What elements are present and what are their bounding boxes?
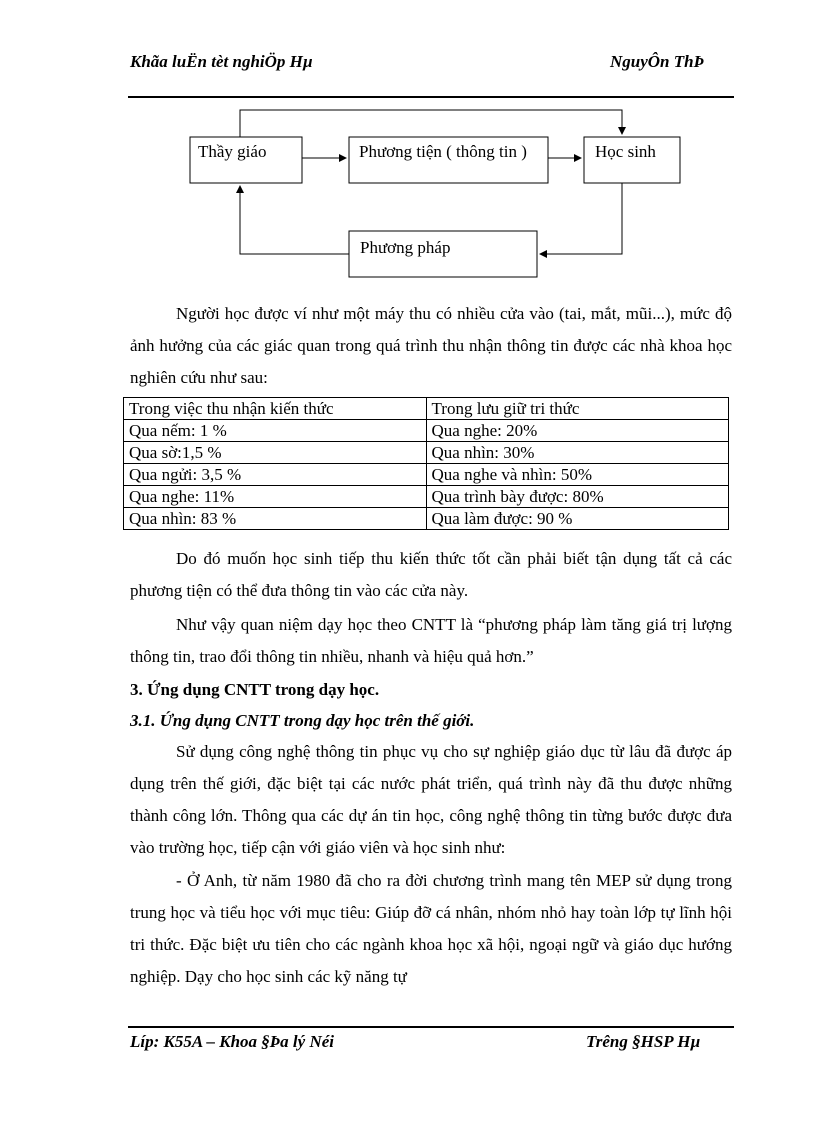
table-row bbox=[124, 464, 729, 486]
section-heading: 3. Ứng dụng CNTT trong dạy học. bbox=[130, 680, 380, 699]
table-header-row bbox=[124, 398, 729, 420]
table-header-cell: Trong lưu giữ tri thức bbox=[426, 398, 729, 420]
table-cell: Qua nghe: 11% bbox=[124, 486, 427, 508]
footer-left: Líp: K55A – Khoa §Þa lý Néi bbox=[130, 1032, 334, 1051]
paragraph-concept-text: Như vậy quan niệm dạy học theo CNTT là “phương pháp làm tăng giá trị lượng thông tin, trao đổi thông tin nhiều, nhanh và hiệu quả hơn.” bbox=[130, 615, 732, 666]
table-header-cell: Trong việc thu nhận kiến thức bbox=[124, 398, 427, 420]
table-row bbox=[124, 486, 729, 508]
paragraph-world-text: Sử dụng công nghệ thông tin phục vụ cho sự nghiệp giáo dục từ lâu đã được áp dụng trên thế giới, đặc biệt tại các nước phát triển, quá trình này đã thu được những thành công lớn. Thông qua các dự án tin học, công nghệ thông tin từng bước được đưa vào trường học, tiếp cận với giáo viên và học sinh như: bbox=[130, 742, 732, 857]
paragraph-media-use bbox=[130, 543, 732, 607]
footer-right: Trêng §HSP Hµ bbox=[586, 1032, 701, 1051]
table-cell: Qua trình bày được: 80% bbox=[426, 486, 729, 508]
box-media-label: Phương tiện ( thông tin ) bbox=[359, 142, 527, 161]
header-right: NguyÔn ThÞ bbox=[610, 52, 704, 71]
table-cell: Qua nhìn: 83 % bbox=[124, 508, 427, 530]
table-cell: Qua nhìn: 30% bbox=[426, 442, 729, 464]
box-student-label: Học sinh bbox=[595, 142, 656, 161]
footer-rule bbox=[128, 1026, 734, 1028]
arrow-student-method bbox=[540, 183, 622, 254]
table-cell: Qua nếm: 1 % bbox=[124, 420, 427, 442]
header-left: Khãa luËn tèt nghiÖp Hµ bbox=[130, 52, 313, 71]
table-row bbox=[124, 508, 729, 530]
box-method-label: Phương pháp bbox=[360, 238, 451, 257]
paragraph-england-text: - Ở Anh, từ năm 1980 đã cho ra đời chương trình mang tên MEP sử dụng trong trung học và tiểu học với mục tiêu: Giúp đỡ cá nhân, nhóm nhỏ hay toàn lớp tự lĩnh hội tri thức. Đặc biệt ưu tiên cho các ngành khoa học xã hội, ngoại ngữ và giáo dục hướng nghiệp. Dạy cho học sinh các kỹ năng tự bbox=[130, 871, 732, 986]
perception-table bbox=[123, 397, 729, 530]
table-cell: Qua nghe và nhìn: 50% bbox=[426, 464, 729, 486]
intro-paragraph bbox=[130, 298, 732, 394]
arrow-method-teacher bbox=[240, 186, 349, 254]
table-cell: Qua làm được: 90 % bbox=[426, 508, 729, 530]
paragraph-concept bbox=[130, 609, 732, 673]
table-cell: Qua sờ:1,5 % bbox=[124, 442, 427, 464]
arrow-top-loop bbox=[240, 110, 622, 137]
paragraph-england bbox=[130, 865, 732, 993]
intro-text: Người học được ví như một máy thu có nhiều cửa vào (tai, mắt, mũi...), mức độ ảnh hưởng của các giác quan trong quá trình thu nhận thông tin được các nhà khoa học nghiên cứu như sau: bbox=[130, 304, 732, 387]
table-row bbox=[124, 442, 729, 464]
table-row bbox=[124, 420, 729, 442]
subsection-heading: 3.1. Ứng dụng CNTT trong dạy học trên thế giới. bbox=[130, 711, 475, 730]
table-cell: Qua nghe: 20% bbox=[426, 420, 729, 442]
paragraph-world bbox=[130, 736, 732, 864]
table-cell: Qua ngửi: 3,5 % bbox=[124, 464, 427, 486]
box-teacher-label: Thầy giáo bbox=[198, 142, 267, 161]
paragraph-media-use-text: Do đó muốn học sinh tiếp thu kiến thức tốt cần phải biết tận dụng tất cả các phương tiện có thể đưa thông tin vào các cửa này. bbox=[130, 549, 732, 600]
